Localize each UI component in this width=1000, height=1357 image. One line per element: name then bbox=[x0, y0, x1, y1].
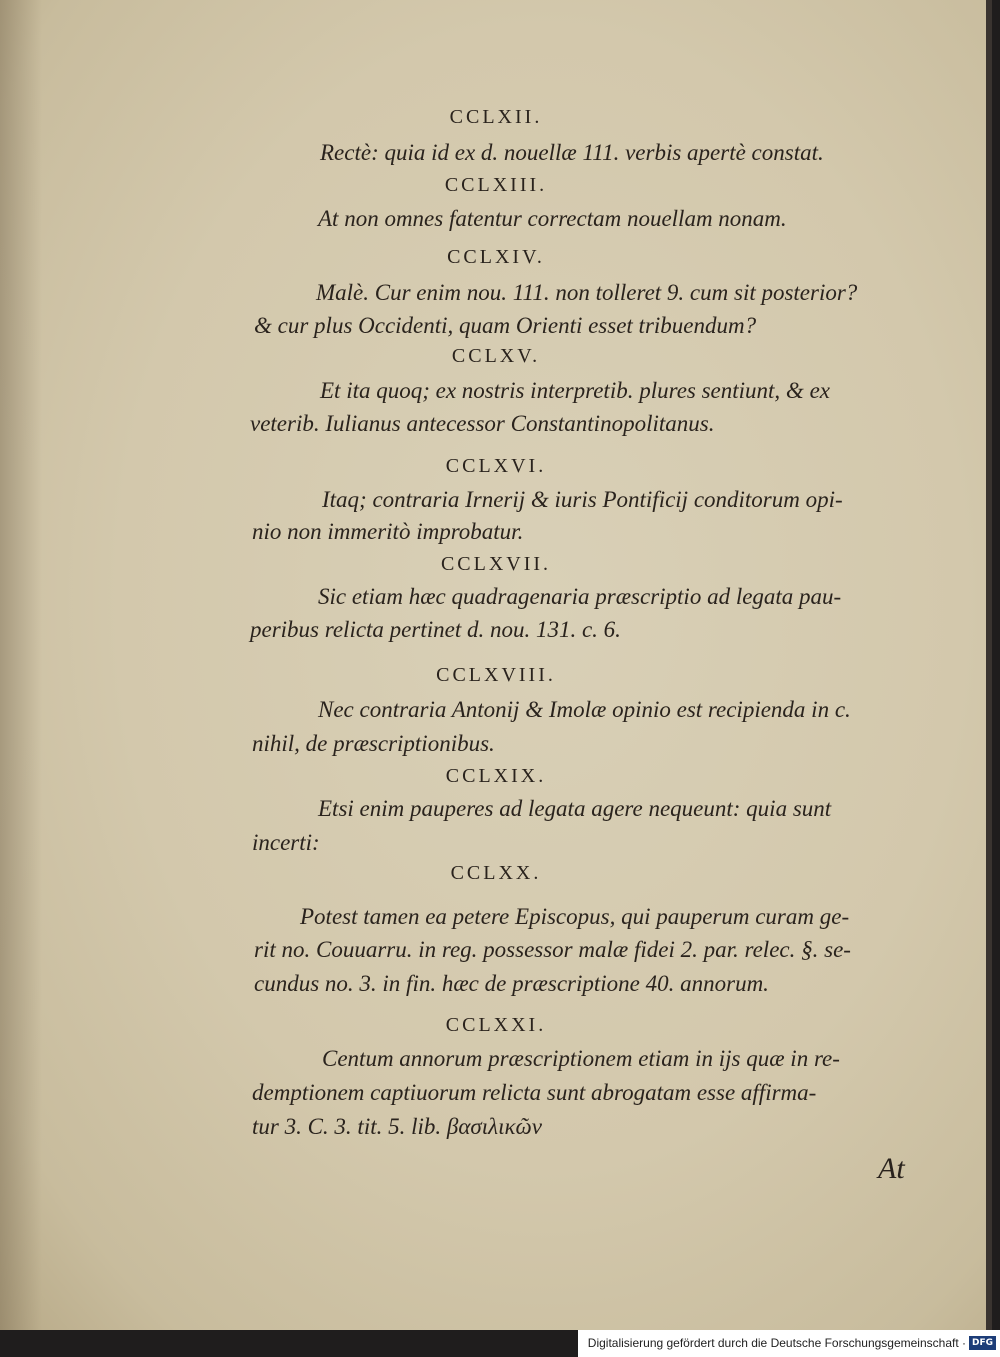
text-line: Centum annorum præscriptionem etiam in ijs quæ in re- bbox=[322, 1046, 840, 1071]
section-number: CCLXXI. bbox=[445, 1014, 547, 1036]
dfg-logo: DFG bbox=[969, 1336, 996, 1350]
text-line: cundus no. 3. in fin. hæc de præscriptione 40. annorum. bbox=[254, 971, 769, 996]
section-number: CCLXX. bbox=[450, 862, 542, 884]
credit-text: Digitalisierung gefördert durch die Deutsche Forschungsgemeinschaft · bbox=[587, 1336, 966, 1350]
text-line: veterib. Iulianus antecessor Constantinopolitanus. bbox=[250, 411, 715, 436]
section-number: CCLXVIII. bbox=[436, 664, 556, 686]
text-line: Nec contraria Antonij & Imolæ opinio est recipienda in c. bbox=[318, 697, 851, 722]
text-line: Itaq; contraria Irnerij & iuris Pontificij conditorum opi- bbox=[322, 487, 843, 512]
text-line: Sic etiam hæc quadragenaria præscriptio ad legata pau- bbox=[318, 584, 842, 609]
text-line: nio non immeritò improbatur. bbox=[252, 519, 524, 544]
catchword: At bbox=[878, 1152, 905, 1185]
text-line: peribus relicta pertinet d. nou. 131. c. 6. bbox=[250, 617, 621, 642]
text-line: rit no. Couuarru. in reg. possessor malæ fidei 2. par. relec. §. se- bbox=[254, 937, 851, 962]
text-line: tur 3. C. 3. tit. 5. lib. βασιλικῶν bbox=[252, 1114, 542, 1139]
section-number: CCLXII. bbox=[449, 106, 543, 128]
section-number: CCLXIII. bbox=[444, 174, 548, 196]
text-line: At non omnes fatentur correctam nouellam nonam. bbox=[318, 206, 787, 231]
text-line: incerti: bbox=[252, 830, 320, 855]
text-line: Potest tamen ea petere Episcopus, qui pauperum curam ge- bbox=[300, 904, 850, 929]
text-line: Etsi enim pauperes ad legata agere nequeunt: quia sunt bbox=[318, 796, 832, 821]
section-number: CCLXVII. bbox=[440, 553, 552, 575]
digitization-credit bbox=[578, 1330, 1000, 1357]
section-number: CCLXIX. bbox=[445, 765, 547, 787]
section-number: CCLXVI. bbox=[445, 455, 547, 477]
section-number: CCLXV. bbox=[451, 345, 541, 367]
section-number: CCLXIV. bbox=[447, 246, 545, 268]
text-line: Malè. Cur enim nou. 111. non tolleret 9. cum sit posterior? bbox=[316, 280, 858, 305]
text-line: demptionem captiuorum relicta sunt abrogatam esse affirma- bbox=[252, 1080, 817, 1105]
text-line: Rectè: quia id ex d. nouellæ 111. verbis apertè constat. bbox=[320, 140, 824, 165]
text-line: Et ita quoq; ex nostris interpretib. plures sentiunt, & ex bbox=[320, 378, 830, 403]
text-line: & cur plus Occidenti, quam Orienti esset tribuendum? bbox=[254, 313, 757, 338]
text-line: nihil, de præscriptionibus. bbox=[252, 731, 495, 756]
